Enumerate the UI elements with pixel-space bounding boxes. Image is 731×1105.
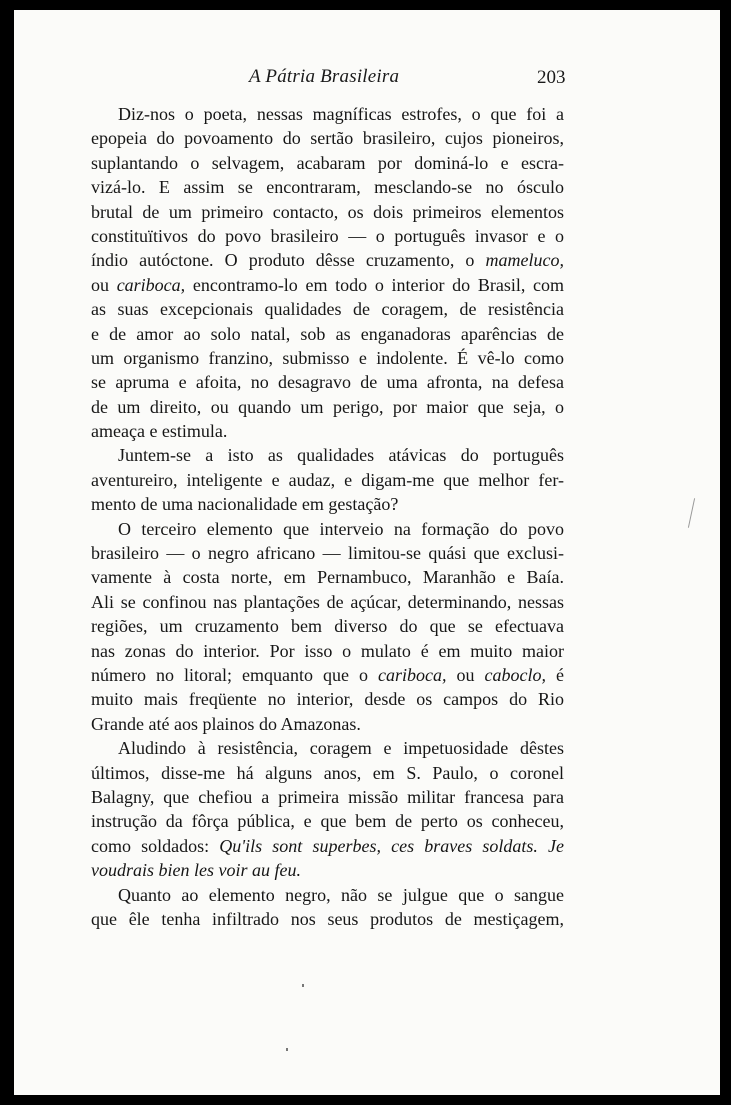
text-segment: como soldados: bbox=[91, 835, 220, 856]
text-line bbox=[91, 248, 564, 272]
italic-segment: Qu'ils sont superbes, ces braves soldats. Je bbox=[219, 835, 564, 856]
text-line: as suas excepcionais qualidades de coragem, de resistência bbox=[91, 299, 564, 320]
page-number: 203 bbox=[537, 67, 566, 88]
body-text bbox=[91, 102, 564, 931]
book-page bbox=[14, 10, 720, 1095]
text-line: e de amor ao solo natal, sob as enganadoras aparências de bbox=[91, 323, 564, 344]
running-title: A Pátria Brasileira bbox=[249, 66, 400, 87]
italic-segment: cariboca, bbox=[116, 274, 186, 295]
text-line: regiões, um cruzamento bem diverso do que se efectuava bbox=[91, 616, 564, 637]
text-segment: índio autóctone. O produto dêsse cruzamento, o bbox=[91, 250, 486, 271]
text-line: de um direito, ou quando um perigo, por maior que seja, o bbox=[91, 396, 564, 417]
text-line: instrução da fôrça pública, e que bem de perto os conheceu, bbox=[91, 811, 564, 832]
text-segment: é bbox=[546, 664, 564, 685]
text-segment: número no litoral; emquanto que o bbox=[91, 664, 378, 685]
italic-segment: caboclo, bbox=[484, 664, 546, 685]
text-line: se apruma e afoita, no desagravo de uma afronta, na defesa bbox=[91, 372, 564, 393]
text-line: constituïtivos do povo brasileiro — o português invasor e o bbox=[91, 225, 564, 246]
paper-speck bbox=[302, 984, 304, 987]
margin-mark bbox=[688, 498, 695, 528]
text-line: epopeia do povoamento do sertão brasileiro, cujos pioneiros, bbox=[91, 128, 564, 149]
text-line: Balagny, que chefiou a primeira missão militar francesa para bbox=[91, 786, 564, 807]
text-line bbox=[91, 273, 564, 297]
text-line: um organismo franzino, submisso e indolente. É vê-lo como bbox=[91, 347, 564, 368]
text-line: muito mais freqüente no interior, desde os campos do Rio bbox=[91, 689, 564, 710]
italic-segment: mameluco, bbox=[485, 250, 564, 271]
text-line: Aludindo à resistência, coragem e impetuosidade dêstes bbox=[118, 738, 564, 759]
text-line: nas zonas do interior. Por isso o mulato é em muito maior bbox=[91, 640, 564, 661]
text-line: Quanto ao elemento negro, não se julgue que o sangue bbox=[118, 884, 564, 905]
text-line: brutal de um primeiro contacto, os dois primeiros elementos bbox=[91, 201, 564, 222]
page-header bbox=[14, 66, 720, 96]
text-line: Diz-nos o poeta, nessas magníficas estrofes, o que foi a bbox=[118, 104, 564, 124]
text-segment: ou bbox=[91, 274, 117, 295]
text-line bbox=[91, 834, 564, 858]
text-line: O terceiro elemento que interveio na formação do povo bbox=[118, 518, 564, 539]
text-line: vizá-lo. E assim se encontraram, mesclando-se no ósculo bbox=[91, 177, 564, 198]
text-line bbox=[91, 858, 564, 882]
text-line: brasileiro — o negro africano — limitou-se quási que exclusi- bbox=[91, 543, 564, 564]
text-line: que êle tenha infiltrado nos seus produtos de mestiçagem, bbox=[91, 908, 564, 929]
text-line: mento de uma nacionalidade em gestação? bbox=[91, 494, 399, 515]
italic-segment: cariboca, bbox=[378, 664, 447, 685]
text-line: Ali se confinou nas plantações de açúcar, determinando, nessas bbox=[91, 591, 564, 612]
paper-speck bbox=[286, 1048, 288, 1051]
text-line: Juntem-se a isto as qualidades atávicas do português bbox=[118, 445, 564, 466]
text-segment: encontramo-lo em todo o interior do Brasil, com bbox=[185, 274, 565, 295]
text-line: Grande até aos plainos do Amazonas. bbox=[91, 713, 361, 734]
text-segment: ou bbox=[446, 664, 485, 685]
text-line: suplantando o selvagem, acabaram por dominá-lo e escra- bbox=[91, 152, 564, 173]
italic-segment: voudrais bien les voir au feu. bbox=[91, 860, 301, 881]
text-line: últimos, disse-me há alguns anos, em S. Paulo, o coronel bbox=[91, 762, 564, 783]
text-line: vamente à costa norte, em Pernambuco, Maranhão e Baía. bbox=[91, 567, 564, 588]
text-line: aventureiro, inteligente e audaz, e digam-me que melhor fer- bbox=[91, 469, 564, 490]
text-line: ameaça e estimula. bbox=[91, 421, 228, 442]
text-line bbox=[91, 663, 564, 687]
